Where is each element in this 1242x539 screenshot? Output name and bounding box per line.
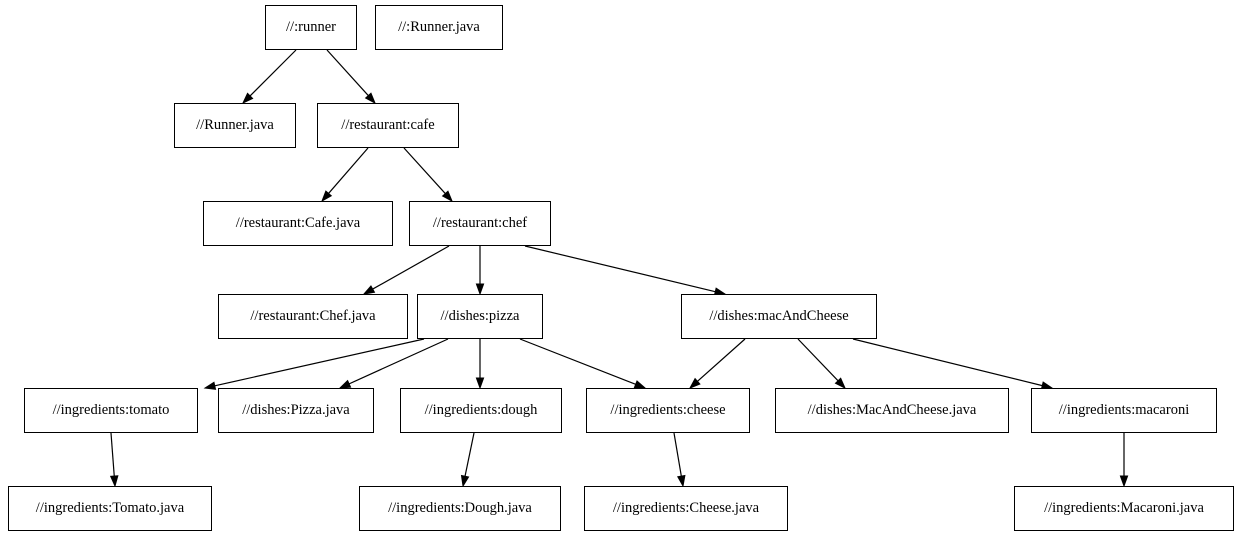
graph-edge-dishes_macncheese-to-ing_macaroni: [853, 339, 1052, 389]
graph-node-label: //ingredients:tomato: [52, 402, 170, 419]
graph-node-label: //ingredients:Cheese.java: [612, 500, 760, 517]
graph-node-cafe_java[interactable]: [203, 201, 393, 246]
graph-edge-restaurant_chef-to-dishes_macncheese: [525, 246, 725, 295]
graph-edge-restaurant_cafe-to-cafe_java: [322, 148, 368, 201]
edge-line: [349, 339, 448, 384]
graph-node-label: //restaurant:Chef.java: [250, 308, 376, 325]
graph-node-label: //ingredients:dough: [424, 402, 538, 419]
edge-arrowhead: [1120, 476, 1127, 486]
graph-node-label: //:runner: [286, 19, 336, 36]
edge-line: [798, 339, 838, 381]
edge-line: [520, 339, 636, 384]
edge-line: [465, 433, 474, 476]
graph-node-ing_dough[interactable]: [400, 388, 562, 433]
graph-node-label: //dishes:MacAndCheese.java: [807, 402, 977, 419]
graph-edge-ing_cheese-to-cheese_java: [674, 433, 685, 486]
graph-node-dishes_macncheese[interactable]: [681, 294, 877, 339]
graph-node-dishes_pizza[interactable]: [417, 294, 543, 339]
edge-line: [404, 148, 445, 194]
graph-edge-dishes_pizza-to-pizza_java: [340, 339, 448, 388]
graph-edge-restaurant_cafe-to-restaurant_chef: [404, 148, 452, 201]
edge-line: [697, 339, 745, 381]
edge-arrowhead: [476, 378, 483, 388]
edge-arrowhead: [634, 381, 645, 388]
graph-node-runner_java[interactable]: [174, 103, 296, 148]
graph-node-label: //dishes:Pizza.java: [242, 402, 350, 419]
graph-node-label: //restaurant:cafe: [341, 117, 435, 134]
graph-node-runner_java_root[interactable]: [375, 5, 503, 50]
edge-line: [674, 433, 681, 476]
graph-node-label: //ingredients:Tomato.java: [35, 500, 185, 517]
edge-arrowhead: [364, 286, 374, 294]
graph-node-pizza_java[interactable]: [218, 388, 374, 433]
edge-arrowhead: [476, 284, 483, 294]
graph-node-label: //dishes:pizza: [440, 308, 520, 325]
edge-line: [111, 433, 114, 476]
graph-node-chef_java[interactable]: [218, 294, 408, 339]
edge-line: [327, 50, 368, 96]
graph-node-ing_tomato[interactable]: [24, 388, 198, 433]
graph-node-label: //ingredients:cheese: [610, 402, 726, 419]
graph-node-label: //ingredients:Dough.java: [388, 500, 532, 517]
graph-node-runner[interactable]: [265, 5, 357, 50]
graph-node-macaroni_java[interactable]: [1014, 486, 1234, 531]
graph-edge-ing_macaroni-to-macaroni_java: [1120, 433, 1127, 486]
graph-node-label: //Runner.java: [196, 117, 274, 134]
edge-arrowhead: [111, 476, 118, 486]
edge-arrowhead: [462, 475, 469, 486]
graph-node-label: //:Runner.java: [398, 19, 480, 36]
graph-edge-restaurant_chef-to-chef_java: [364, 246, 449, 294]
graph-edge-dishes_pizza-to-ing_cheese: [520, 339, 645, 388]
graph-node-dough_java[interactable]: [359, 486, 561, 531]
graph-edge-restaurant_chef-to-dishes_pizza: [476, 246, 483, 294]
graph-node-label: //ingredients:macaroni: [1058, 402, 1190, 419]
edge-line: [329, 148, 368, 193]
graph-edge-ing_dough-to-dough_java: [462, 433, 474, 486]
graph-node-ing_cheese[interactable]: [586, 388, 750, 433]
graph-edge-ing_tomato-to-tomato_java: [111, 433, 118, 486]
graph-node-tomato_java[interactable]: [8, 486, 212, 531]
graph-edge-runner-to-runner_java: [243, 50, 296, 103]
edge-arrowhead: [205, 382, 216, 389]
graph-node-ing_macaroni[interactable]: [1031, 388, 1217, 433]
graph-node-label: //restaurant:Cafe.java: [235, 215, 361, 232]
graph-node-label: //restaurant:chef: [432, 215, 528, 232]
edge-line: [525, 246, 715, 292]
graph-edge-runner-to-restaurant_cafe: [327, 50, 375, 103]
edge-line: [373, 246, 449, 289]
graph-node-restaurant_chef[interactable]: [409, 201, 551, 246]
edge-arrowhead: [340, 381, 351, 388]
graph-edge-dishes_pizza-to-ing_dough: [476, 339, 483, 388]
edge-line: [250, 50, 296, 96]
graph-edge-dishes_macncheese-to-macncheese_java: [798, 339, 845, 388]
graph-node-cheese_java[interactable]: [584, 486, 788, 531]
graph-node-macncheese_java[interactable]: [775, 388, 1009, 433]
graph-node-label: //ingredients:Macaroni.java: [1044, 500, 1204, 517]
edge-line: [853, 339, 1042, 386]
edge-line: [215, 339, 424, 386]
graph-edge-dishes_macncheese-to-ing_cheese: [690, 339, 745, 388]
graph-node-label: //dishes:macAndCheese: [709, 308, 849, 325]
edge-arrowhead: [678, 476, 685, 486]
graph-node-restaurant_cafe[interactable]: [317, 103, 459, 148]
